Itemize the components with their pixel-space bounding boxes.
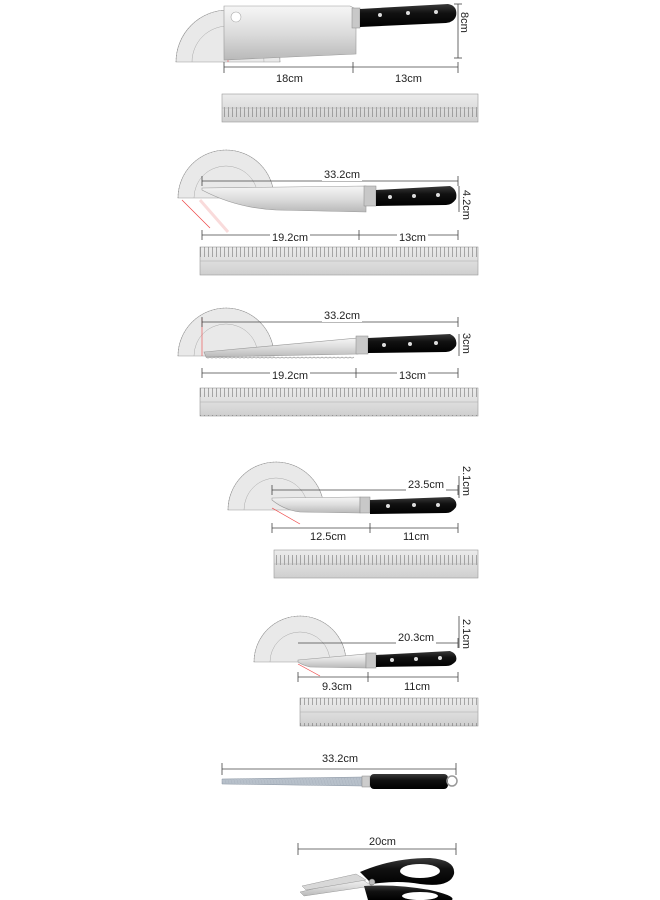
- protractor: [228, 462, 324, 524]
- handle-length-label: 13cm: [395, 73, 422, 85]
- width-label: 3cm: [460, 333, 472, 354]
- blade-length-label: 9.3cm: [322, 681, 352, 693]
- ruler: [274, 550, 478, 578]
- total-length-label: 20cm: [369, 836, 396, 848]
- handle-length-label: 13cm: [399, 370, 426, 382]
- ruler: [200, 247, 478, 275]
- blade-length-label: 18cm: [276, 73, 303, 85]
- total-length-label: 23.5cm: [408, 479, 445, 491]
- blade-length-label: 19.2cm: [272, 232, 309, 244]
- total-length-label: 33.2cm: [322, 753, 359, 765]
- total-length-label: 20.3cm: [398, 632, 435, 644]
- width-label: 2.1cm: [460, 619, 472, 649]
- paring-knife: [254, 616, 478, 726]
- total-length-label: 33.2cm: [324, 169, 361, 181]
- ruler: [222, 94, 478, 122]
- handle-length-label: 13cm: [399, 232, 426, 244]
- ruler: [200, 388, 478, 416]
- sharpening-steel: [222, 763, 457, 789]
- blade-length-label: 19.2cm: [272, 370, 309, 382]
- blade-length-label: 12.5cm: [310, 531, 347, 543]
- handle-length-label: 11cm: [403, 531, 430, 543]
- bread-knife: [178, 308, 478, 416]
- width-label: 4.2cm: [460, 190, 472, 220]
- width-label: 8cm: [458, 12, 470, 33]
- kitchen-scissors: [298, 843, 456, 900]
- width-label: 2.1cm: [460, 466, 472, 496]
- total-length-label: 33.2cm: [324, 310, 361, 322]
- ruler: [300, 698, 478, 726]
- handle-length-label: 11cm: [404, 681, 431, 693]
- cleaver: [176, 4, 478, 122]
